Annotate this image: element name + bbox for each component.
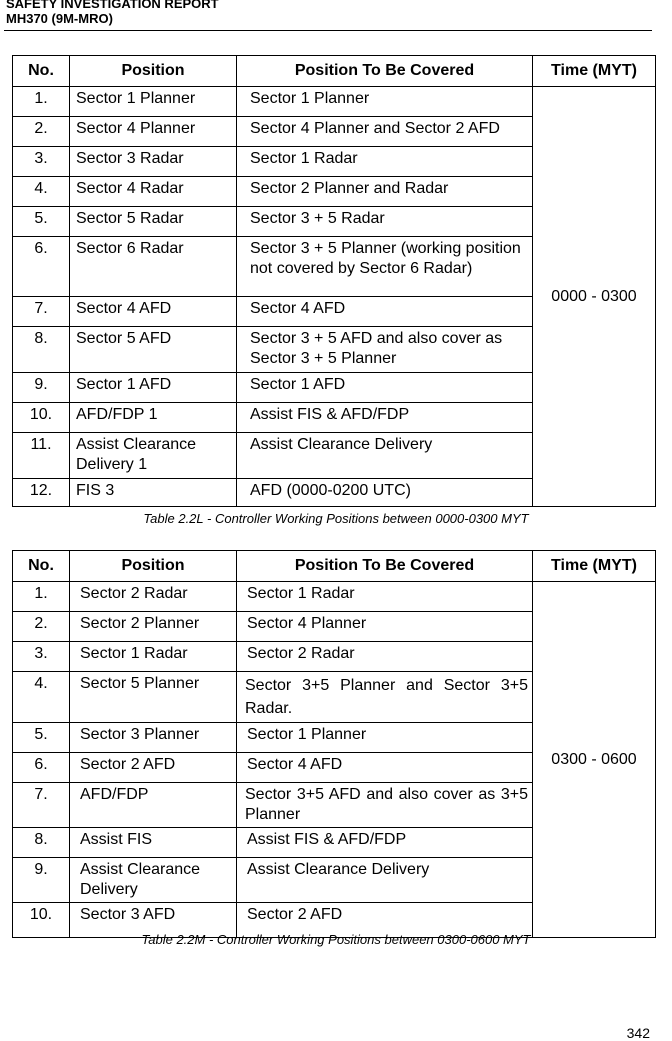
row-position: Sector 4 Radar [70,177,237,207]
row-covered: Sector 1 Planner [237,723,533,753]
row-position: Sector 3 AFD [70,903,237,938]
time-range: 0000 - 0300 [533,87,656,507]
row-position: AFD/FDP 1 [70,403,237,433]
table-2-2m [12,550,656,938]
row-position: Sector 5 AFD [70,327,237,373]
row-number: 6. [13,237,70,297]
row-position: Sector 5 Radar [70,207,237,237]
row-covered: Assist FIS & AFD/FDP [237,828,533,858]
row-position: FIS 3 [70,479,237,507]
row-number: 4. [13,177,70,207]
row-number: 9. [13,373,70,403]
row-number: 5. [13,207,70,237]
report-title: SAFETY INVESTIGATION REPORT [6,0,219,11]
row-covered: Sector 2 Radar [237,642,533,672]
row-number: 3. [13,642,70,672]
row-position: Sector 4 Planner [70,117,237,147]
column-header-no: No. [13,551,70,582]
row-position: Sector 1 Radar [70,642,237,672]
row-covered: Assist FIS & AFD/FDP [237,403,533,433]
row-covered: Sector 2 AFD [237,903,533,938]
row-position: AFD/FDP [70,783,237,828]
row-position: Assist Clearance Delivery 1 [70,433,237,479]
row-number: 7. [13,783,70,828]
row-covered: Sector 4 AFD [237,297,533,327]
row-number: 1. [13,582,70,612]
report-header [6,0,654,26]
table-header-row [13,551,656,582]
row-covered: Sector 1 Radar [237,147,533,177]
row-number: 1. [13,87,70,117]
row-covered: Sector 4 Planner and Sector 2 AFD [237,117,533,147]
row-position: Sector 2 Planner [70,612,237,642]
column-header-position: Position [70,56,237,87]
table-row [13,87,656,117]
row-covered: Sector 4 Planner [237,612,533,642]
table-2-2l [12,55,656,507]
row-position: Sector 1 Planner [70,87,237,117]
row-covered: AFD (0000-0200 UTC) [237,479,533,507]
row-number: 7. [13,297,70,327]
table-row [13,582,656,612]
column-header-no: No. [13,56,70,87]
row-position: Sector 3 Radar [70,147,237,177]
report-subtitle: MH370 (9M-MRO) [6,11,113,26]
row-covered: Sector 3+5 Planner and Sector 3+5 Radar. [237,672,533,723]
header-divider [4,30,652,31]
row-number: 8. [13,828,70,858]
row-position: Sector 3 Planner [70,723,237,753]
row-number: 12. [13,479,70,507]
column-header-time: Time (MYT) [533,551,656,582]
row-number: 4. [13,672,70,723]
time-range: 0300 - 0600 [533,582,656,938]
row-position: Sector 2 AFD [70,753,237,783]
row-number: 10. [13,903,70,938]
row-number: 2. [13,117,70,147]
row-position: Sector 6 Radar [70,237,237,297]
row-position: Assist Clearance Delivery [70,858,237,903]
column-header-covered: Position To Be Covered [237,56,533,87]
row-number: 10. [13,403,70,433]
table-caption: Table 2.2L - Controller Working Positions between 0000-0300 MYT [143,511,529,526]
row-covered: Sector 2 Planner and Radar [237,177,533,207]
column-header-time: Time (MYT) [533,56,656,87]
row-covered: Sector 3 + 5 Planner (working position not covered by Sector 6 Radar) [237,237,533,297]
row-covered: Sector 3 + 5 AFD and also cover as Sector 3 + 5 Planner [237,327,533,373]
column-header-covered: Position To Be Covered [237,551,533,582]
row-position: Sector 5 Planner [70,672,237,723]
row-number: 8. [13,327,70,373]
row-number: 2. [13,612,70,642]
table-caption: Table 2.2M - Controller Working Positions between 0300-0600 MYT [141,932,531,947]
row-covered: Assist Clearance Delivery [237,433,533,479]
row-number: 11. [13,433,70,479]
row-number: 3. [13,147,70,177]
table-header-row [13,56,656,87]
row-number: 5. [13,723,70,753]
column-header-position: Position [70,551,237,582]
row-number: 9. [13,858,70,903]
row-covered: Assist Clearance Delivery [237,858,533,903]
row-position: Sector 2 Radar [70,582,237,612]
row-position: Sector 1 AFD [70,373,237,403]
row-covered: Sector 4 AFD [237,753,533,783]
row-covered: Sector 3 + 5 Radar [237,207,533,237]
row-covered: Sector 1 Radar [237,582,533,612]
row-number: 6. [13,753,70,783]
page-number: 342 [626,1025,650,1041]
row-covered: Sector 1 Planner [237,87,533,117]
row-position: Assist FIS [70,828,237,858]
row-covered: Sector 3+5 AFD and also cover as 3+5 Planner [237,783,533,828]
row-covered: Sector 1 AFD [237,373,533,403]
row-position: Sector 4 AFD [70,297,237,327]
